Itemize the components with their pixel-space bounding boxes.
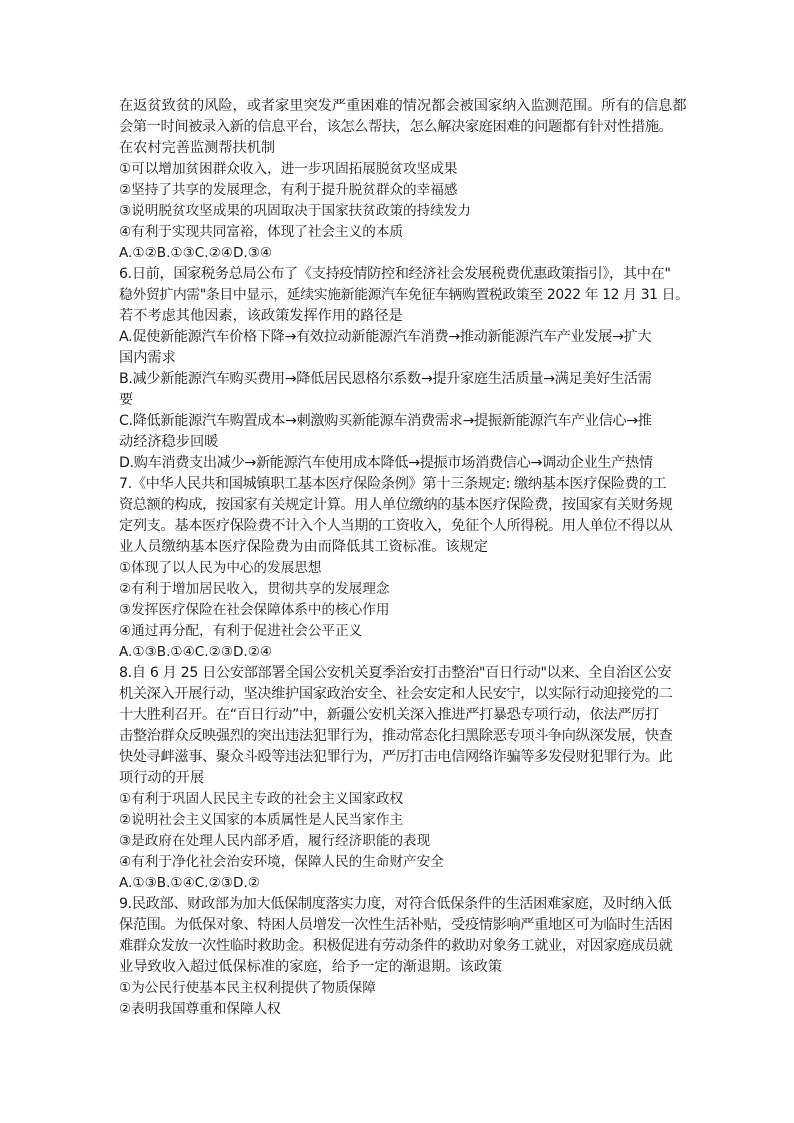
statement-option: ②有利于增加居民收入，贯彻共享的发展理念 [119,581,390,597]
statement-option: ②说明社会主义国家的本质属性是人民当家作主 [119,812,404,828]
statement-option: ②表明我国尊重和保障人权 [119,1001,281,1017]
statement-option: ④通过再分配，有利于促进社会公平正义 [119,623,363,639]
statement-option: ③说明脱贫攻坚成果的巩固取决于国家扶贫政策的持续发力 [119,203,472,219]
question-9-text: 难群众发放一次性临时救助金。积极促进有劳动条件的救助对象务工就业，对因家庭成员就 [119,938,673,954]
text-line: 会第一时间被录入新的信息平台，该怎么帮扶，怎么解决家庭困难的问题都有针对性措施。 [119,119,673,135]
statement-option: ③是政府在处理人民内部矛盾，履行经济职能的表现 [119,833,431,849]
answer-option-d: D.购车消费支出减少→新能源汽车使用成本降低→提振市场消费信心→调动企业生产热情 [119,455,653,471]
question-7-text: 业人员缴纳基本医疗保险费为由而降低其工资标准。该规定 [119,539,488,555]
question-7-text: 资总额的构成，按国家有关规定计算。用人单位缴纳的基本医疗保险费，按国家有关财务规 [119,497,673,513]
statement-option: ①有利于巩固人民民主专政的社会主义国家政权 [119,791,404,807]
question-6-text: 稳外贸扩内需"条目中显示，延续实施新能源汽车免征车辆购置税政策至 2022 年 12 月 31 日。 [119,287,689,303]
document-page [119,96,689,1020]
question-stem: 在农村完善监测帮扶机制 [119,140,276,156]
question-8-text: 十大胜利召开。在“百日行动”中，新疆公安机关深入推进严打暴恐专项行动，依法严厉打 [119,707,659,723]
question-7-text: 定列支。基本医疗保险费不计入个人当期的工资收入，免征个人所得税。用人单位不得以从 [119,518,673,534]
statement-option: ①体现了以人民为中心的发展思想 [119,560,322,576]
answer-choices: A.①③B.①④C.②③D.②④ [119,644,273,660]
question-6-text: 6.日前，国家税务总局公布了《支持疫情防控和经济社会发展税费优惠政策指引》，其中在" [119,266,671,282]
question-6-text: 若不考虑其他因素，该政策发挥作用的路径是 [119,308,403,324]
answer-option-c: C.降低新能源汽车购置成本→刺激购买新能源车消费需求→提振新能源汽车产业信心→推 [119,413,652,429]
text-line: 在返贫致贫的风险，或者家里突发严重困难的情况都会被国家纳入监测范围。所有的信息都 [119,98,687,114]
statement-option: ④有利于实现共同富裕，体现了社会主义的本质 [119,224,404,240]
answer-option-c: 动经济稳步回暖 [119,434,219,450]
question-7-text: 7.《中华人民共和国城镇职工基本医疗保险条例》第十三条规定: 缴纳基本医疗保险费的工 [119,476,667,492]
question-8-text: 快处寻衅滋事、聚众斗殴等违法犯罪行为，严厉打击电信网络诈骗等多发侵财犯罪行为。此 [119,749,673,765]
statement-option: ①为公民行使基本民主权利提供了物质保障 [119,980,376,996]
answer-option-a: A.促使新能源汽车价格下降→有效拉动新能源汽车消费→推动新能源汽车产业发展→扩大 [119,329,652,345]
question-8-text: 机关深入开展行动，坚决维护国家政治安全、社会安定和人民安宁，以实际行动迎接党的二 [119,686,673,702]
answer-option-a: 国内需求 [119,350,176,366]
question-9-text: 业导致收入超过低保标准的家庭，给予一定的渐退期。该政策 [119,959,503,975]
statement-option: ①可以增加贫困群众收入，进一步巩固拓展脱贫攻坚成果 [119,161,458,177]
answer-choices: A.①②B.①③C.②④D.③④ [119,245,273,261]
statement-option: ③发挥医疗保险在社会保障体系中的核心作用 [119,602,390,618]
statement-option: ④有利于净化社会治安环境，保障人民的生命财产安全 [119,854,444,870]
question-8-text: 击整治群众反映强烈的突出违法犯罪行为，推动常态化扫黑除恶专项斗争向纵深发展，快查 [119,728,673,744]
question-8-text: 8.自 6 月 25 日公安部部署全国公安机关夏季治安打击整治"百日行动"以来、全自治区公安 [119,665,672,681]
answer-option-b: 要 [119,392,134,408]
question-8-text: 项行动的开展 [119,770,205,786]
question-9-text: 保范围。为低保对象、特困人员增发一次性生活补贴，受疫情影响严重地区可为临时生活困 [119,917,673,933]
statement-option: ②坚持了共享的发展理念，有利于提升脱贫群众的幸福感 [119,182,458,198]
answer-option-b: B.减少新能源汽车购买费用→降低居民恩格尔系数→提升家庭生活质量→满足美好生活需 [119,371,652,387]
question-9-text: 9.民政部、财政部为加大低保制度落实力度，对符合低保条件的生活困难家庭，及时纳入低 [119,896,672,912]
answer-choices: A.①③B.①④C.②③D.② [119,875,260,891]
